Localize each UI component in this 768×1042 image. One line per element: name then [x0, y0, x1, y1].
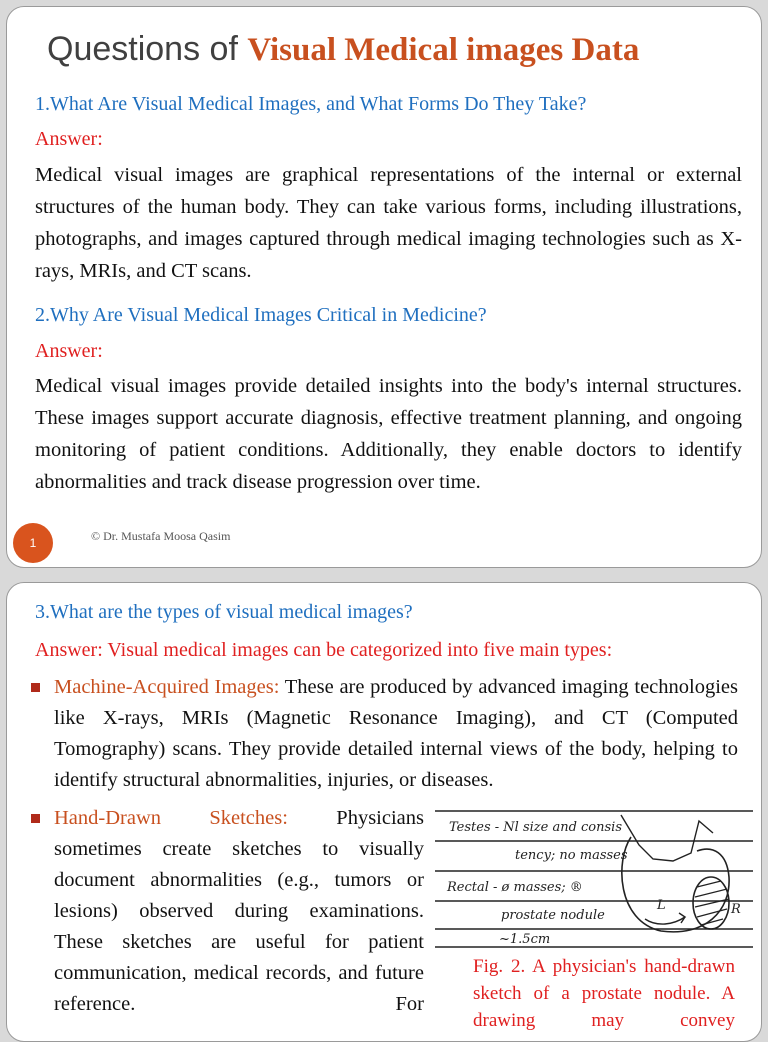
hand-drawn-prostate-sketch	[435, 801, 753, 951]
page-number-badge: 1	[13, 523, 53, 563]
sketch-note-3: Rectal - ø masses; ®	[447, 880, 583, 895]
answer-2-text: Medical visual images provide detailed insights into the body's internal structures. These images support accurate diagnosis, effective treatment planning, and ongoing monitoring of patient conditions. Additionally, they enable doctors to identify abnormalities and track disease progression over time.	[35, 375, 742, 493]
bullet-hand-drawn	[54, 803, 424, 1020]
slide-title	[47, 27, 747, 72]
sketch-note-5: ~1.5cm	[499, 932, 551, 947]
slide-1	[6, 6, 762, 568]
question-1: 1.What Are Visual Medical Images, and What Forms Do They Take?	[35, 93, 587, 115]
bullet-2-term: Hand-Drawn Sketches:	[54, 807, 288, 829]
answer-label-1: Answer:	[35, 128, 103, 150]
bullet-1-text: These are produced by advanced imaging technologies like X-rays, MRIs (Magnetic Resonance Imaging), and CT (Computed Tomography) scans. They provide detailed internal views of the body, helping to identify structural abnormalities, injuries, or diseases.	[54, 676, 738, 791]
bullet-1-term: Machine-Acquired Images:	[54, 676, 280, 698]
sketch-note-2: tency; no masses	[515, 848, 628, 863]
sketch-label-left: L	[657, 898, 666, 913]
question-2: 2.Why Are Visual Medical Images Critical in Medicine?	[35, 304, 487, 326]
copyright-footer: © Dr. Mustafa Moosa Qasim	[91, 529, 231, 543]
sketch-label-right: R	[731, 902, 741, 917]
title-highlight: Visual Medical images Data	[247, 32, 640, 68]
answer-3-intro: Answer: Visual medical images can be categorized into five main types:	[35, 639, 613, 661]
sketch-note-4: prostate nodule	[501, 908, 605, 923]
bullet-2-text: Physicians sometimes create sketches to visually document abnormalities (e.g., tumors or lesions) observed during examinations. These sketches are useful for patient communication, medical records, and future reference. For	[54, 807, 424, 1015]
sketch-note-1: Testes - Nl size and consis	[449, 820, 622, 835]
slide-2	[6, 582, 762, 1042]
answer-label-2: Answer:	[35, 340, 103, 362]
title-plain: Questions of	[47, 30, 248, 68]
question-3: 3.What are the types of visual medical images?	[35, 601, 413, 623]
bullet-machine-acquired	[54, 672, 738, 796]
bullet-square-icon	[31, 683, 40, 692]
figure-2-caption: Fig. 2. A physician's hand-drawn sketch of a prostate nodule. A drawing may convey	[473, 956, 735, 1031]
bullet-square-icon	[31, 814, 40, 823]
answer-1-text: Medical visual images are graphical representations of the internal or external structures of the human body. They can take various forms, including illustrations, photographs, and images captured through medical imaging technologies such as X-rays, MRIs, and CT scans.	[35, 164, 742, 282]
